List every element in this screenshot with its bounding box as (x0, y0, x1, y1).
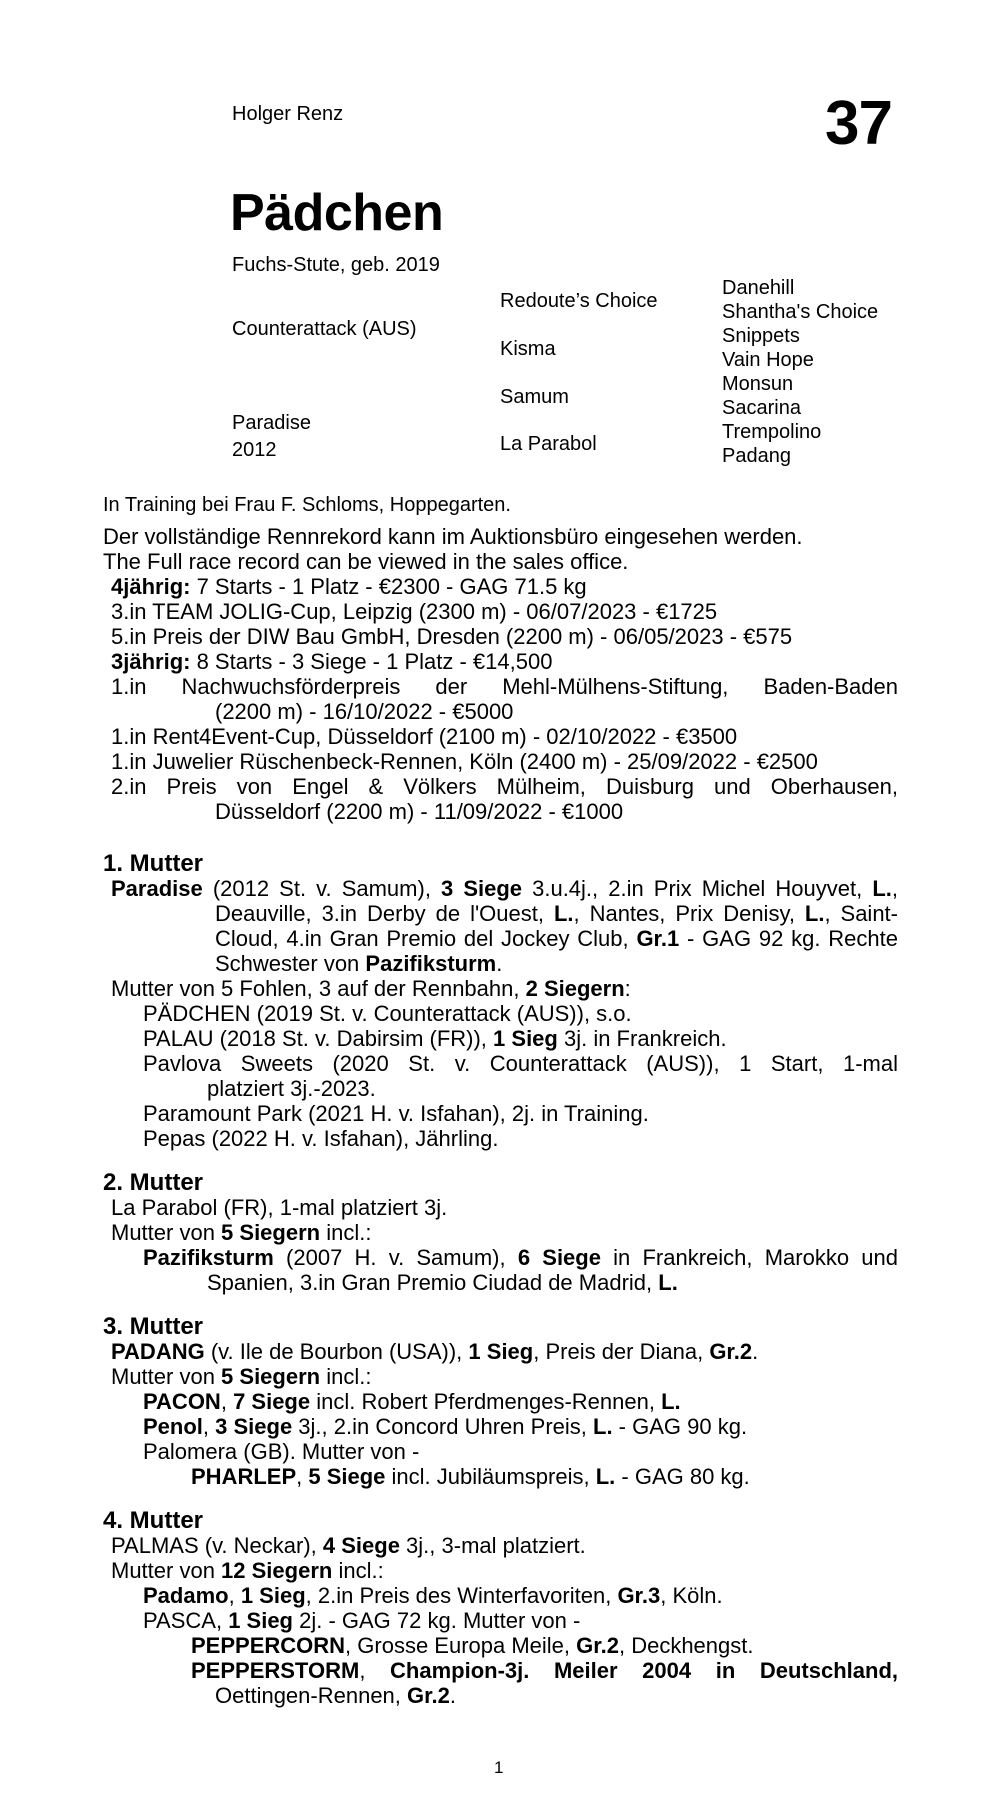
age3-race-1-cont: (2200 m) - 16/10/2022 - €5000 (215, 699, 514, 724)
mutter1-produce: Mutter von 5 Fohlen, 3 auf der Rennbahn, 2 Siegern: (111, 976, 631, 1001)
mutter1-heading: 1. Mutter (103, 850, 204, 877)
mutter3-dam: PADANG (v. Ile de Bourbon (USA)), 1 Sieg, Preis der Diana, Gr.2. (111, 1339, 759, 1364)
mutter1-foal-3: Pavlova Sweets (2020 St. v. Counterattack (AUS)), 1 Start, 1-mal (143, 1051, 898, 1076)
lot-number: 37 (825, 89, 892, 158)
mutter3-child-3: Palomera (GB). Mutter von - (143, 1439, 420, 1464)
mutter4-grandchild-1: PEPPERCORN, Grosse Europa Meile, Gr.2, Deckhengst. (191, 1633, 754, 1658)
mutter3-produce: Mutter von 5 Siegern incl.: (111, 1364, 372, 1389)
pedigree-gen3-1: Danehill (722, 277, 795, 299)
mutter4-grandchild-2: PEPPERSTORM, Champion-3j. Meiler 2004 in Deutschland, Oettingen-Rennen, Gr.2. (191, 1658, 898, 1708)
mutter1-foal-1: PÄDCHEN (2019 St. v. Counterattack (AUS)), s.o. (143, 1001, 632, 1026)
age3-race-4: 2.in Preis von Engel & Völkers Mülheim, Duisburg und Oberhausen, (111, 774, 898, 799)
mutter4-produce: Mutter von 12 Siegern incl.: (111, 1558, 384, 1583)
pedigree-dam-sire: Samum (500, 386, 569, 408)
vendor-name: Holger Renz (232, 103, 344, 125)
mutter1-foal-4: Paramount Park (2021 H. v. Isfahan), 2j. in Training. (143, 1101, 649, 1126)
mutter2-dam: La Parabol (FR), 1-mal platziert 3j. (111, 1195, 448, 1220)
mutter2-heading: 2. Mutter (103, 1169, 204, 1196)
mutter1-foal-3-cont: platziert 3j.-2023. (207, 1076, 376, 1101)
pedigree-dam-dam: La Parabol (500, 433, 597, 455)
mutter1-foal-2: PALAU (2018 St. v. Dabirsim (FR)), 1 Sieg 3j. in Frankreich. (143, 1026, 727, 1051)
pedigree-dam-year: 2012 (232, 439, 277, 461)
mutter3-child-2: Penol, 3 Siege 3j., 2.in Concord Uhren Preis, L. - GAG 90 kg. (143, 1414, 748, 1439)
mutter1-dam: Paradise (2012 St. v. Samum), 3 Siege 3.u.4j., 2.in Prix Michel Houyvet, L., Deauville, 3.in Derby de l'Ouest, L., Nantes, Prix Denisy, L., Saint-Cloud, 4.in Gran Premio del Jockey Club, Gr.1 - GAG 92 kg. Rechte Schwester von Pazifiksturm. (111, 876, 898, 976)
mutter3-child-1: PACON, 7 Siege incl. Robert Pferdmenges-Rennen, L. (143, 1389, 681, 1414)
mutter4-dam: PALMAS (v. Neckar), 4 Siege 3j., 3-mal platziert. (111, 1533, 586, 1558)
pedigree-gen3-8: Padang (722, 445, 791, 467)
mutter2-produce: Mutter von 5 Siegern incl.: (111, 1220, 372, 1245)
pedigree-sire-dam: Kisma (500, 338, 556, 360)
age4-race-2: 5.in Preis der DIW Bau GmbH, Dresden (2200 m) - 06/05/2023 - €575 (111, 624, 793, 649)
age3-race-2: 1.in Rent4Event-Cup, Düsseldorf (2100 m) - 02/10/2022 - €3500 (111, 724, 738, 749)
race-record-note-en: The Full race record can be viewed in the sales office. (103, 549, 629, 574)
age3-summary: 3jährig: 8 Starts - 3 Siege - 1 Platz - €14,500 (111, 649, 553, 674)
age4-race-1: 3.in TEAM JOLIG-Cup, Leipzig (2300 m) - 06/07/2023 - €1725 (111, 599, 718, 624)
mutter4-heading: 4. Mutter (103, 1507, 204, 1534)
training-note: In Training bei Frau F. Schloms, Hoppegarten. (103, 494, 511, 516)
mutter4-child-2: PASCA, 1 Sieg 2j. - GAG 72 kg. Mutter von - (143, 1608, 581, 1633)
catalogue-body (103, 524, 898, 1708)
pedigree-sire-sire: Redoute’s Choice (500, 290, 658, 312)
mutter1-foal-5: Pepas (2022 H. v. Isfahan), Jährling. (143, 1126, 499, 1151)
pedigree-gen3-5: Monsun (722, 373, 794, 395)
age3-race-1: 1.in Nachwuchsförderpreis der Mehl-Mülhens-Stiftung, Baden-Baden (111, 674, 898, 699)
page-number: 1 (494, 1758, 504, 1777)
pedigree-gen3-4: Vain Hope (722, 349, 814, 371)
age3-race-3: 1.in Juwelier Rüschenbeck-Rennen, Köln (2400 m) - 25/09/2022 - €2500 (111, 749, 818, 774)
pedigree-gen3-7: Trempolino (722, 421, 822, 443)
age3-race-4-cont: Düsseldorf (2200 m) - 11/09/2022 - €1000 (215, 799, 624, 824)
mutter3-heading: 3. Mutter (103, 1313, 204, 1340)
mutter2-winner-1: Pazifiksturm (2007 H. v. Samum), 6 Siege in Frankreich, Marokko und Spanien, 3.in Gran Premio Ciudad de Madrid, L. (143, 1245, 899, 1295)
pedigree-gen3-2: Shantha's Choice (722, 301, 879, 323)
pedigree-gen3-3: Snippets (722, 325, 800, 347)
horse-description: Fuchs-Stute, geb. 2019 (232, 254, 440, 276)
pedigree-dam: Paradise (232, 412, 311, 434)
mutter3-grandchild-1: PHARLEP, 5 Siege incl. Jubiläumspreis, L. - GAG 80 kg. (191, 1464, 750, 1489)
horse-name: Pädchen (230, 184, 444, 242)
pedigree-sire: Counterattack (AUS) (232, 318, 417, 340)
age4-summary: 4jährig: 7 Starts - 1 Platz - €2300 - GAG 71.5 kg (111, 574, 587, 599)
race-record-note-de: Der vollständige Rennrekord kann im Auktionsbüro eingesehen werden. (103, 524, 803, 549)
mutter4-child-1: Padamo, 1 Sieg, 2.in Preis des Winterfavoriten, Gr.3, Köln. (143, 1583, 723, 1608)
pedigree-gen3-6: Sacarina (722, 397, 801, 419)
